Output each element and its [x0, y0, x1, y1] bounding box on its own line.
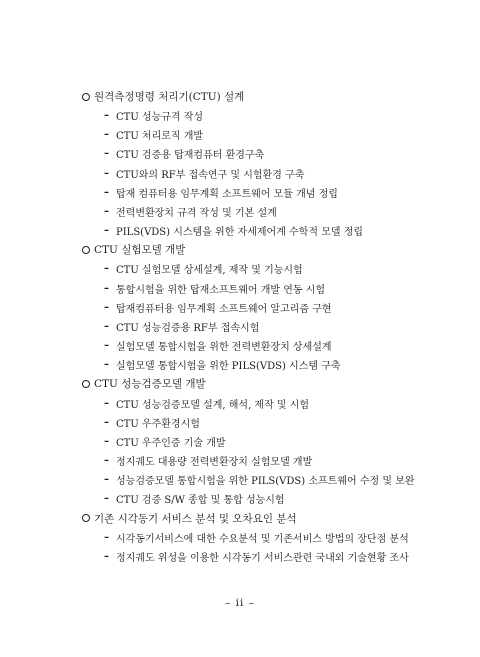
item-text: 정지궤도 위성을 이용한 시각동기 서비스관련 국내외 기술현황 조사 — [116, 552, 409, 564]
circle-bullet-icon — [82, 93, 90, 101]
item-text: 탑재컴퓨터용 임무계획 소프트웨어 알고리즘 구현 — [116, 303, 332, 315]
item-text: 탑재 컴퓨터용 임무계획 소프트웨어 모듈 개념 정립 — [116, 188, 338, 200]
list-item — [82, 355, 412, 374]
item-text: PILS(VDS) 시스템을 위한 자세제어계 수학적 모델 정립 — [116, 227, 364, 239]
item-text: CTU 성능검증모델 설계, 해석, 제작 및 시험 — [116, 399, 310, 411]
list-item — [82, 393, 412, 412]
dash-marker: – — [104, 435, 109, 447]
dash-marker: – — [104, 148, 109, 160]
section-title: 원격측정명령 처리기(CTU) 설계 — [94, 91, 245, 103]
item-text: 실험모델 통합시험을 위한 PILS(VDS) 시스템 구축 — [116, 361, 341, 373]
dash-marker: – — [104, 225, 109, 237]
section-1 — [82, 87, 412, 240]
dash-marker: – — [104, 206, 109, 218]
item-text: 실험모델 통합시험을 위한 전력변환장치 상세설계 — [116, 342, 332, 354]
section-heading — [82, 240, 412, 259]
item-text: CTU와의 RF부 접속연구 및 시험환경 구축 — [116, 169, 305, 181]
list-item — [82, 432, 412, 451]
list-item — [82, 144, 412, 163]
dash-marker: – — [104, 186, 109, 198]
item-text: 시각동기서비스에 대한 수요분석 및 기존서비스 방법의 장단점 분석 — [116, 533, 409, 545]
list-item — [82, 451, 412, 470]
item-text: CTU 성능검증용 RF부 접속시험 — [116, 322, 260, 334]
contents-list — [82, 87, 415, 566]
dash-marker: – — [104, 340, 109, 352]
section-title: CTU 실험모델 개발 — [94, 244, 186, 257]
dash-marker: – — [104, 129, 109, 141]
dash-marker: – — [104, 320, 109, 332]
list-item — [82, 317, 412, 336]
dash-marker: – — [104, 397, 109, 409]
list-item — [82, 298, 412, 317]
dash-marker: – — [104, 167, 109, 179]
list-item — [82, 259, 412, 278]
list-item — [82, 470, 415, 489]
list-item — [82, 125, 412, 144]
list-item — [82, 413, 412, 432]
list-item — [82, 106, 412, 125]
section-heading — [82, 87, 412, 106]
section-2 — [82, 240, 412, 374]
item-text: CTU 실험모델 상세설계, 제작 및 기능시험 — [116, 265, 303, 277]
item-text: CTU 우주환경시험 — [116, 418, 200, 430]
section-heading — [82, 509, 412, 528]
circle-bullet-icon — [82, 380, 90, 388]
list-item — [82, 183, 412, 202]
list-item — [82, 279, 412, 298]
circle-bullet-icon — [82, 514, 90, 522]
dash-marker: – — [104, 455, 109, 467]
list-item — [82, 336, 412, 355]
dash-marker: – — [104, 531, 109, 543]
section-title: CTU 성능검증모델 개발 — [94, 378, 206, 391]
dash-marker: – — [104, 474, 109, 486]
section-4 — [82, 509, 412, 566]
circle-bullet-icon — [82, 246, 90, 254]
list-item — [82, 528, 412, 547]
list-item — [82, 202, 412, 221]
list-item — [82, 547, 412, 566]
section-3 — [82, 374, 415, 508]
item-text: CTU 검증 S/W 종합 및 통합 성능시험 — [116, 495, 285, 507]
dash-marker: – — [104, 550, 109, 562]
item-text: 정지궤도 대용량 전력변환장치 실험모델 개발 — [116, 457, 313, 469]
dash-marker: – — [104, 263, 109, 275]
list-item — [82, 164, 412, 183]
dash-marker: – — [104, 493, 109, 505]
item-text: CTU 검증용 탑재컴퓨터 환경구축 — [116, 150, 265, 162]
section-title: 기존 시각동기 서비스 분석 및 오차요인 분석 — [94, 512, 297, 525]
item-text: 통합시험을 위한 탑재소프트웨어 개발 연동 시험 — [116, 284, 326, 296]
dash-marker: – — [104, 416, 109, 428]
list-item — [82, 221, 412, 240]
page-number: – ii – — [225, 597, 255, 609]
dash-marker: – — [104, 110, 109, 122]
dash-marker: – — [104, 301, 109, 313]
section-heading — [82, 374, 412, 393]
item-text: 전력변환장치 규격 작성 및 기본 설계 — [116, 208, 277, 220]
dash-marker: – — [104, 359, 109, 371]
item-text: CTU 우주인증 기술 개발 — [116, 437, 226, 449]
item-text: CTU 성능규격 작성 — [116, 112, 204, 124]
item-text: CTU 처리로직 개발 — [116, 131, 204, 143]
list-item — [82, 489, 412, 508]
item-text: 성능검증모델 통합시험을 위한 PILS(VDS) 소프트웨어 수정 및 보완 — [116, 476, 415, 488]
dash-marker: – — [104, 282, 109, 294]
